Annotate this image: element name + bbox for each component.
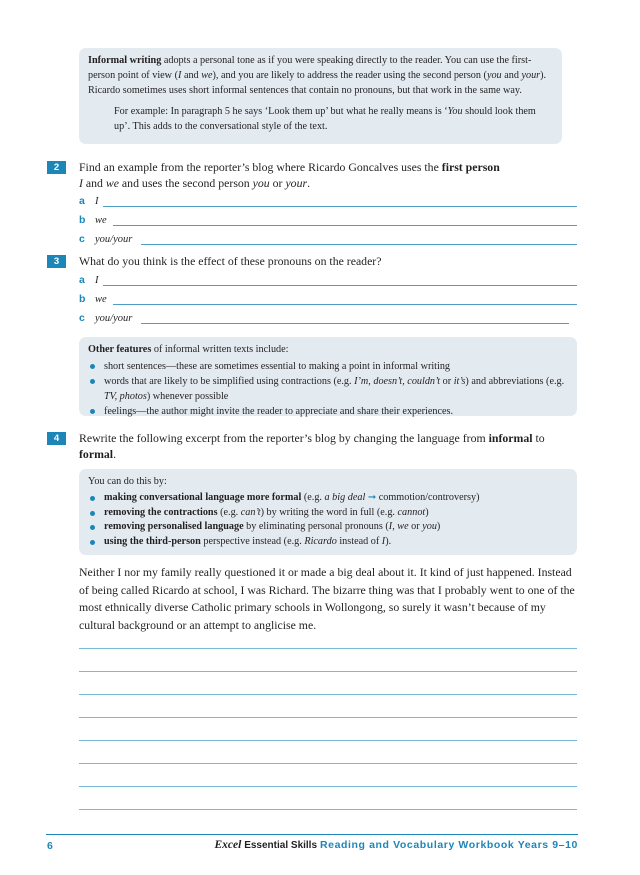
text-run: I [381,535,386,547]
text-run: I [388,521,393,532]
answer-letter: a [79,274,85,286]
other-features-list [88,359,568,419]
informal-writing-info-box [79,48,562,144]
text-run: it’s [453,376,466,387]
question-3-number: 3 [47,255,66,268]
text-run: first person [441,160,500,174]
text-run: ). Ricardo sometimes uses short informal sentences that contain no pronouns, but that work in the same way. [88,70,547,96]
answer-letter: b [79,214,86,226]
text-run: or [269,176,286,190]
text-run: adopts a personal tone as if you were speaking directly to the reader. You can use the first-person point of view ( [88,55,532,81]
text-run: , [392,521,398,532]
question-2-number: 2 [47,161,66,174]
text-run: I [177,70,182,81]
text-run: of informal written texts include: [151,344,289,355]
blog-excerpt: Neither I nor my family really questioned it or made a big deal about it. It kind of just happened. Instead of being called Ricardo at school, I was Richard. The bizarre thing was that I probably went to one of the most ethnically diverse Catholic primary schools in Wollongong, so surely it wasn’t because of my cultural background or an attempt to anglicise me. [79,565,575,632]
text-run: a big deal [324,492,366,503]
question-3-prompt: What do you think is the effect of these pronouns on the reader? [79,254,382,268]
answer-letter: b [79,293,86,305]
text-run: making conversational language more formal [104,492,302,503]
answer-letter: c [79,312,85,324]
answer-line[interactable] [113,225,577,226]
text-run: Find an example from the reporter’s blog where Ricardo Goncalves uses the [79,160,442,174]
answer-line[interactable] [103,285,577,286]
question-3b-answer[interactable] [79,292,577,307]
tip-third-person [88,535,568,550]
question-2a-answer[interactable] [79,194,577,209]
how-to-lead: You can do this by: [88,476,167,487]
text-run: by eliminating personal pronouns ( [243,521,389,532]
text-run: perspective instead (e.g. [200,535,305,547]
writing-line[interactable] [79,717,577,718]
writing-line[interactable] [79,740,577,741]
question-4-prompt [79,430,579,462]
feature-short-sentences: short sentences—these are sometimes essential to making a point in informal writing [88,359,568,374]
text-run: Ricardo [304,535,337,547]
text-run: to [532,431,545,445]
answer-pronoun: we [95,294,107,305]
text-run: For example: In paragraph 5 he says ‘Look them up’ but what he really means is ‘ [114,106,448,117]
text-run: and [82,176,106,190]
writing-line[interactable] [79,763,577,764]
answer-line[interactable] [103,206,577,207]
page-number: 6 [47,840,53,852]
text-run: removing the contractions [104,506,218,518]
text-run: TV, photos [104,391,147,402]
text-run: and [181,70,202,81]
text-run: using the third-person [104,535,201,547]
text-run: (e.g. [301,492,325,503]
answer-pronoun: you/your [95,313,133,324]
text-run: you [422,521,437,532]
text-run: you [486,70,502,81]
text-run: . [113,447,117,461]
text-run: I’m, doesn’t, couldn’t [354,376,441,387]
text-run: ) and abbreviations (e.g. [465,376,565,387]
feature-contractions [88,374,568,404]
tip-personalised-language [88,520,568,535]
text-run: words that are likely to be simplified using contractions (e.g. [104,376,355,387]
question-2-prompt [79,159,579,191]
text-run: your [521,70,541,81]
question-2c-answer[interactable] [79,232,577,247]
answer-pronoun: I [95,275,99,286]
question-2b-answer[interactable] [79,213,577,228]
answer-letter: a [79,195,85,207]
text-run: or [440,376,454,387]
answer-line[interactable] [113,304,577,305]
text-run: cannot [397,506,426,518]
text-run: . [307,176,311,190]
text-run: ) whenever possible [146,391,229,402]
question-3a-answer[interactable] [79,273,577,288]
text-run: you [252,176,270,190]
text-run: Other features [88,344,152,355]
text-run: (e.g. [217,506,241,518]
informal-writing-example [88,104,553,134]
text-run: we [397,521,409,532]
text-run: your [285,176,308,190]
how-to-info-box [79,469,577,555]
writing-line[interactable] [79,809,577,810]
answer-letter: c [79,233,85,245]
answer-line[interactable] [141,244,577,245]
text-run: formal [79,447,114,461]
text-run: should look them up’. This adds to the conversational style of the text. [114,106,536,132]
informal-writing-definition [88,53,553,98]
other-features-lead [88,342,568,357]
text-run: ) [425,506,429,518]
text-run: we [105,176,119,190]
text-run: removing personalised language [104,521,244,532]
tip-contractions [88,506,568,521]
text-run: I [79,176,83,190]
text-run: instead of [336,535,382,547]
writing-line[interactable] [79,786,577,787]
text-run: ), and you are likely to address the reader using the second person ( [212,70,487,81]
text-run: and uses the second person [118,176,253,190]
series-name: Essential Skills [244,840,318,851]
text-run: or [408,521,423,532]
writing-line[interactable] [79,694,577,695]
text-run: commotion/controversy) [376,492,480,503]
book-title: Reading and Vocabulary Workbook Years 9–10 [319,839,578,851]
answer-pronoun: you/your [95,234,133,245]
tip-formal-language [88,491,568,506]
text-run: can’t [240,506,261,518]
feature-feelings: feelings—the author might invite the reader to appreciate and share their experiences. [88,404,568,419]
text-run: You [447,106,463,117]
writing-line[interactable] [79,648,577,649]
text-run: ) by writing the word in full (e.g. [260,506,398,518]
footer-title [214,839,578,851]
text-run: we [201,70,213,81]
how-to-list [88,491,568,549]
answer-line[interactable] [141,323,569,324]
question-3c-answer[interactable] [79,311,577,326]
text-run: Rewrite the following excerpt from the reporter’s blog by changing the language from [79,431,489,445]
brand-name: Excel [214,839,242,851]
arrow-right-icon: ➞ [367,492,377,503]
writing-line[interactable] [79,671,577,672]
answer-pronoun: we [95,215,107,226]
footer-rule [46,834,578,835]
informal-writing-term: Informal writing [88,55,162,66]
text-run: ) [436,521,441,532]
text-run: informal [488,431,533,445]
answer-pronoun: I [95,196,99,207]
text-run: ). [385,535,392,547]
text-run: and [501,70,522,81]
other-features-info-box [79,337,577,416]
question-4-number: 4 [47,432,66,445]
